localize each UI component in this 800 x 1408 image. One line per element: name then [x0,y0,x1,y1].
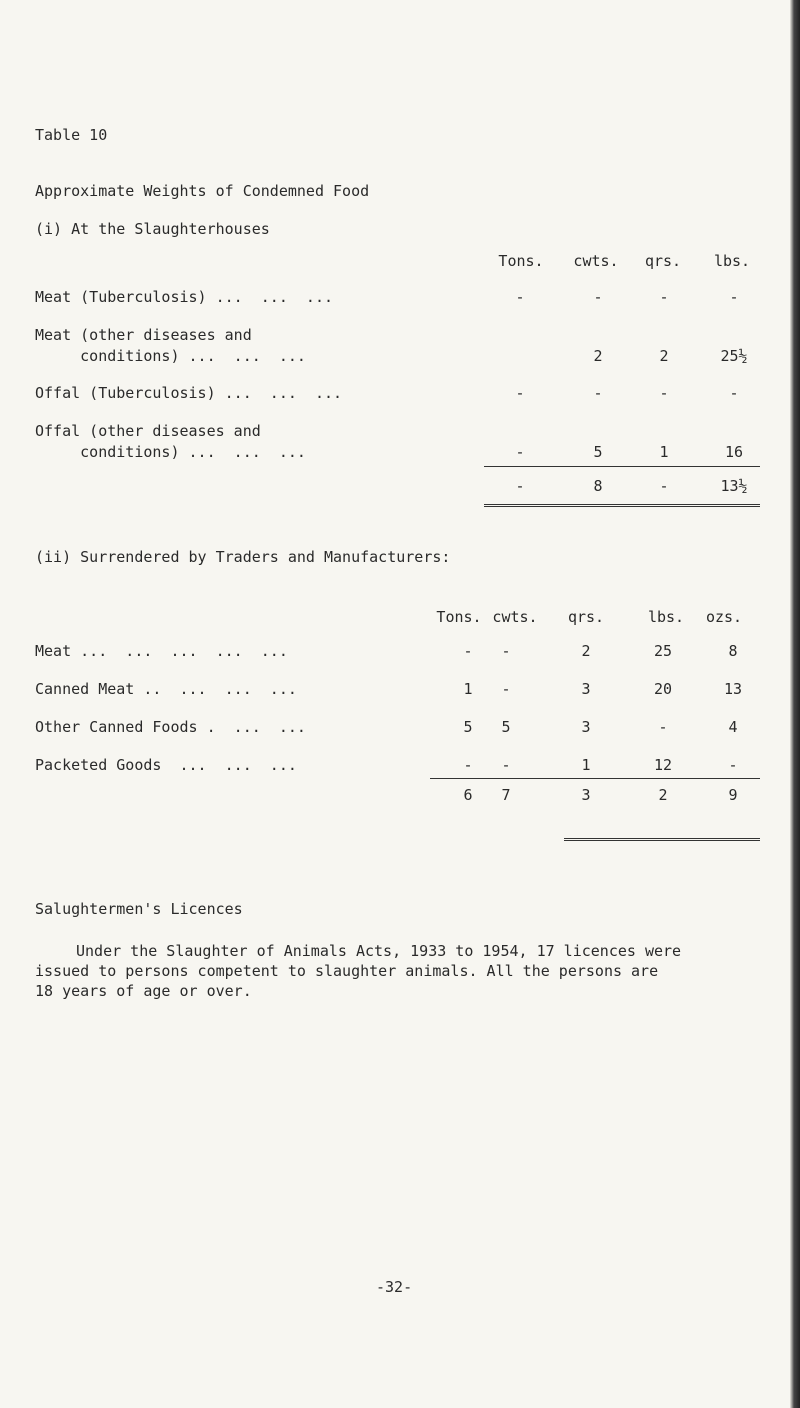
row-label-continued: conditions) ... ... ... [35,443,306,461]
section-1-double-rule [484,504,760,507]
row-label: Offal (other diseases and [35,422,261,440]
cell-tons: - [515,384,525,402]
cell-lbs: 25 [653,642,673,660]
cell-cwts: 5 [501,718,511,736]
cell-lbs: - [729,384,739,402]
row-label-continued: conditions) ... ... ... [35,347,306,365]
col-header-cwts: cwts. [492,608,538,626]
licences-line: Under the Slaughter of Animals Acts, 1933 to 1954, 17 licences were [76,942,682,960]
cell-qrs: 1 [581,756,591,774]
licences-title: Salughtermen's Licences [35,900,243,918]
row-label: Packeted Goods ... ... ... [35,756,297,774]
cell-cwts: - [501,756,511,774]
total-lbs: 2 [658,786,668,804]
total-qrs: 3 [581,786,591,804]
cell-tons: - [463,642,473,660]
cell-qrs: - [659,288,669,306]
page-heading: Approximate Weights of Condemned Food [35,182,370,200]
cell-qrs: - [659,384,669,402]
cell-cwts: - [593,384,603,402]
cell-tons: - [463,756,473,774]
cell-cwts: 2 [593,347,603,365]
cell-cwts: - [501,680,511,698]
licences-line: 18 years of age or over. [35,982,252,1000]
cell-cwts: - [593,288,603,306]
section-1-title: (i) At the Slaughterhouses [35,220,270,238]
cell-lbs: 16 [724,443,744,461]
row-label: Meat (other diseases and [35,326,252,344]
col-header-cwts: cwts. [573,252,619,270]
cell-lbs: 25½ [720,347,748,365]
col-header-qrs: qrs. [644,252,682,270]
col-header-tons: Tons. [436,608,482,626]
total-tons: - [515,477,525,495]
cell-tons: 1 [463,680,473,698]
row-label: Offal (Tuberculosis) ... ... ... [35,384,343,402]
cell-lbs: 20 [653,680,673,698]
col-header-lbs: lbs. [647,608,685,626]
row-label: Other Canned Foods . ... ... [35,718,306,736]
table-label: Table 10 [35,126,108,144]
total-lbs: 13½ [720,477,748,495]
cell-tons: - [515,443,525,461]
cell-lbs: 12 [653,756,673,774]
cell-qrs: 2 [659,347,669,365]
section-2-title: (ii) Surrendered by Traders and Manufacturers: [35,548,451,566]
row-label: Meat (Tuberculosis) ... ... ... [35,288,334,306]
cell-qrs: 1 [659,443,669,461]
cell-tons: 5 [463,718,473,736]
cell-cwts: - [501,642,511,660]
cell-cwts: 5 [593,443,603,461]
total-ozs: 9 [728,786,738,804]
total-cwts: 8 [593,477,603,495]
row-label: Meat ... ... ... ... ... [35,642,288,660]
col-header-qrs: qrs. [567,608,605,626]
cell-ozs: 4 [728,718,738,736]
row-label: Canned Meat .. ... ... ... [35,680,297,698]
col-header-lbs: lbs. [713,252,751,270]
col-header-ozs: ozs. [705,608,743,626]
section-2-total-rule [430,778,760,779]
cell-lbs: - [658,718,668,736]
section-2-double-rule [564,838,760,841]
cell-qrs: 2 [581,642,591,660]
section-1-total-rule [484,466,760,467]
cell-tons: - [515,288,525,306]
page-edge-shadow [790,0,800,1408]
page-number: -32- [376,1278,413,1296]
licences-line: issued to persons competent to slaughter animals. All the persons are [35,962,659,980]
cell-lbs: - [729,288,739,306]
cell-ozs: - [728,756,738,774]
total-qrs: - [659,477,669,495]
cell-ozs: 13 [723,680,743,698]
cell-ozs: 8 [728,642,738,660]
cell-qrs: 3 [581,680,591,698]
col-header-tons: Tons. [498,252,544,270]
cell-qrs: 3 [581,718,591,736]
total-cwts: 7 [501,786,511,804]
total-tons: 6 [463,786,473,804]
